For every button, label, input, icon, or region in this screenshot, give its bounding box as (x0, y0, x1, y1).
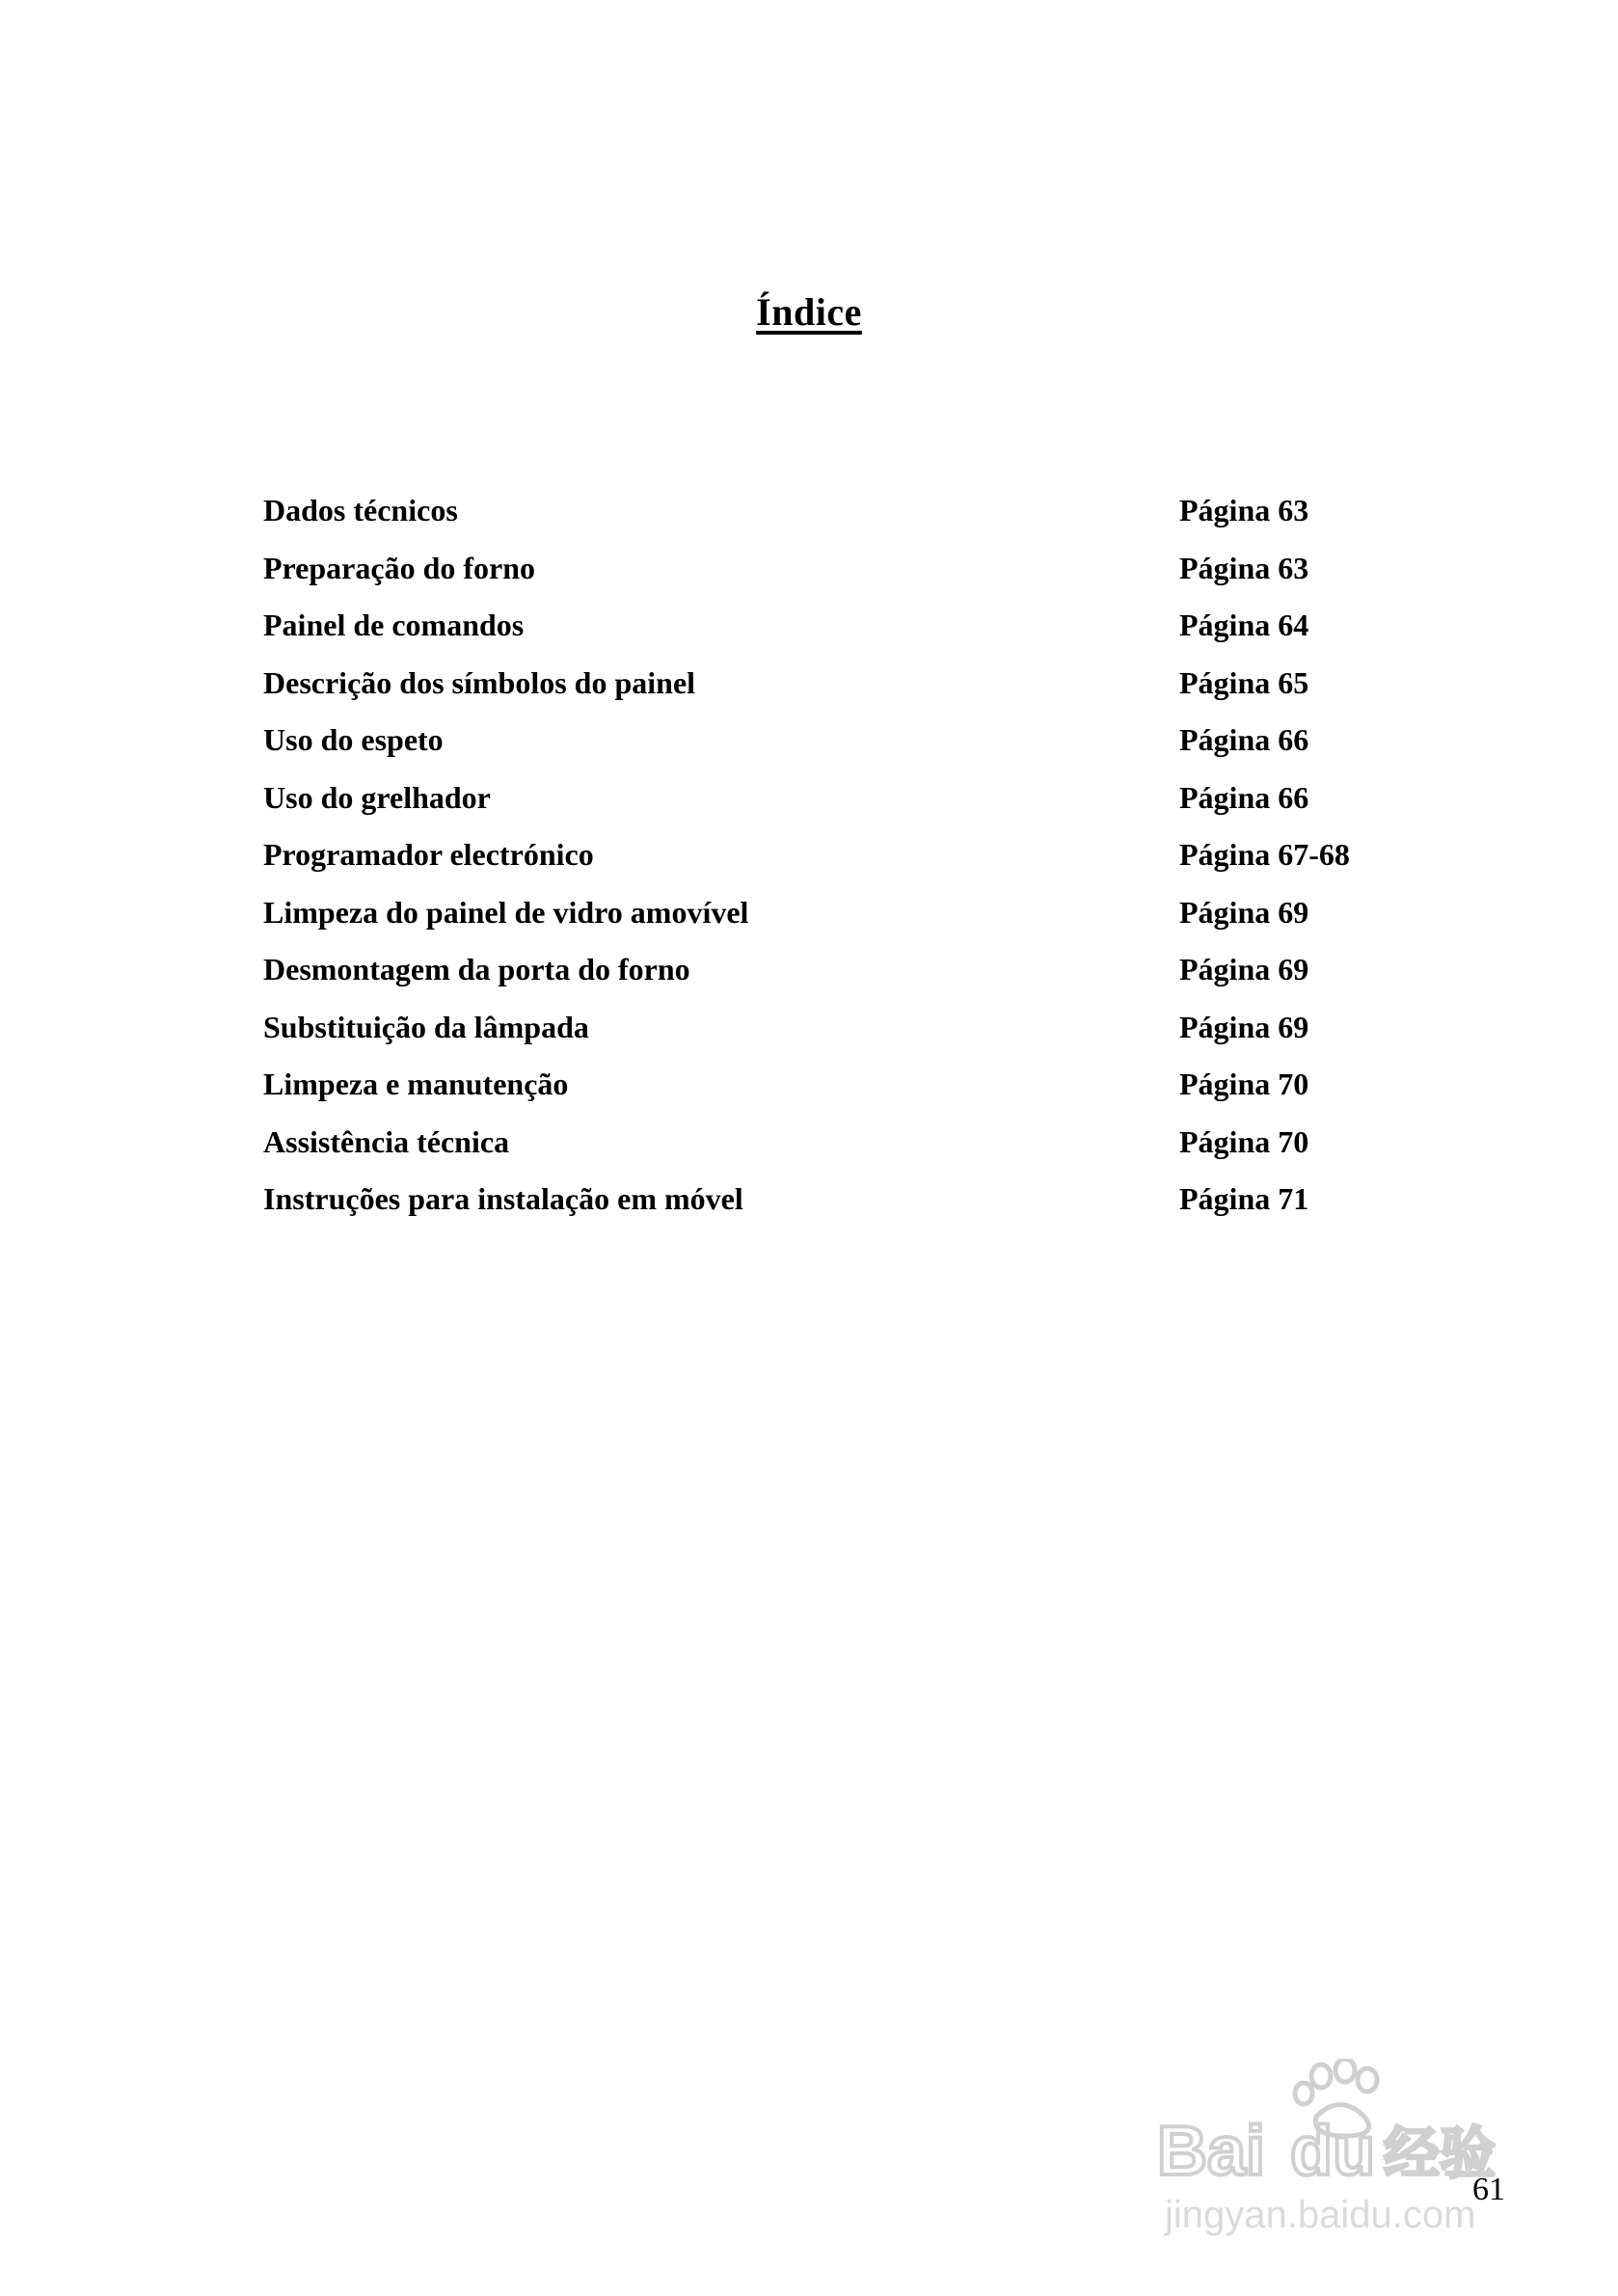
toc-entry-page: Página 71 (1179, 1181, 1309, 1216)
toc-entry-label: Assistência técnica (263, 1123, 510, 1159)
toc-entry-label: Programador electrónico (263, 837, 594, 872)
toc-row (263, 482, 1372, 540)
toc-entry-label: Uso do grelhador (263, 779, 491, 815)
toc-entry-page: Página 69 (1179, 1009, 1309, 1044)
toc-row (263, 712, 1372, 770)
toc-entry-page: Página 63 (1179, 493, 1309, 527)
toc-row (263, 1056, 1372, 1114)
toc-entry-label: Preparação do forno (263, 550, 536, 585)
toc-row (263, 826, 1372, 884)
toc-entry-label: Instruções para instalação em móvel (263, 1181, 743, 1216)
toc-entry-label: Limpeza e manutenção (263, 1067, 569, 1101)
toc-entry-label: Desmontagem da porta do forno (263, 952, 690, 986)
toc-entry-page: Página 70 (1179, 1123, 1309, 1159)
toc-entry-page: Página 64 (1179, 608, 1309, 642)
toc-row (263, 655, 1372, 713)
toc-entry-label: Descrição dos símbolos do painel (263, 664, 696, 700)
watermark-url: jingyan.baidu.com (1165, 2194, 1476, 2236)
toc-row (263, 540, 1372, 598)
toc-row (263, 999, 1372, 1057)
table-of-contents (263, 482, 1372, 1229)
toc-entry-label: Limpeza do painel de vidro amovível (263, 894, 749, 930)
toc-entry-label: Painel de comandos (263, 608, 525, 642)
watermark-brand-cn: 经验 (1384, 2122, 1497, 2185)
toc-row (263, 1171, 1372, 1229)
toc-entry-page: Página 65 (1179, 664, 1309, 700)
document-title: Índice (756, 290, 862, 334)
page-number: 61 (1472, 2172, 1505, 2207)
toc-row (263, 770, 1372, 827)
toc-entry-label: Uso do espeto (263, 722, 444, 757)
toc-row (263, 597, 1372, 655)
baidu-watermark (1147, 2059, 1552, 2242)
toc-entry-page: Página 66 (1179, 722, 1309, 757)
toc-row (263, 884, 1372, 942)
watermark-brand-du: du (1290, 2113, 1375, 2190)
toc-entry-page: Página 67-68 (1179, 837, 1350, 872)
toc-row (263, 941, 1372, 999)
toc-entry-label: Dados técnicos (263, 493, 458, 527)
toc-entry-page: Página 69 (1179, 952, 1309, 986)
toc-entry-page: Página 66 (1179, 779, 1309, 815)
toc-entry-page: Página 69 (1179, 894, 1309, 930)
watermark-brand: Bai (1157, 2113, 1266, 2190)
toc-row (263, 1114, 1372, 1172)
toc-entry-page: Página 63 (1179, 550, 1309, 585)
toc-entry-page: Página 70 (1179, 1067, 1309, 1101)
toc-entry-label: Substituição da lâmpada (263, 1009, 589, 1044)
